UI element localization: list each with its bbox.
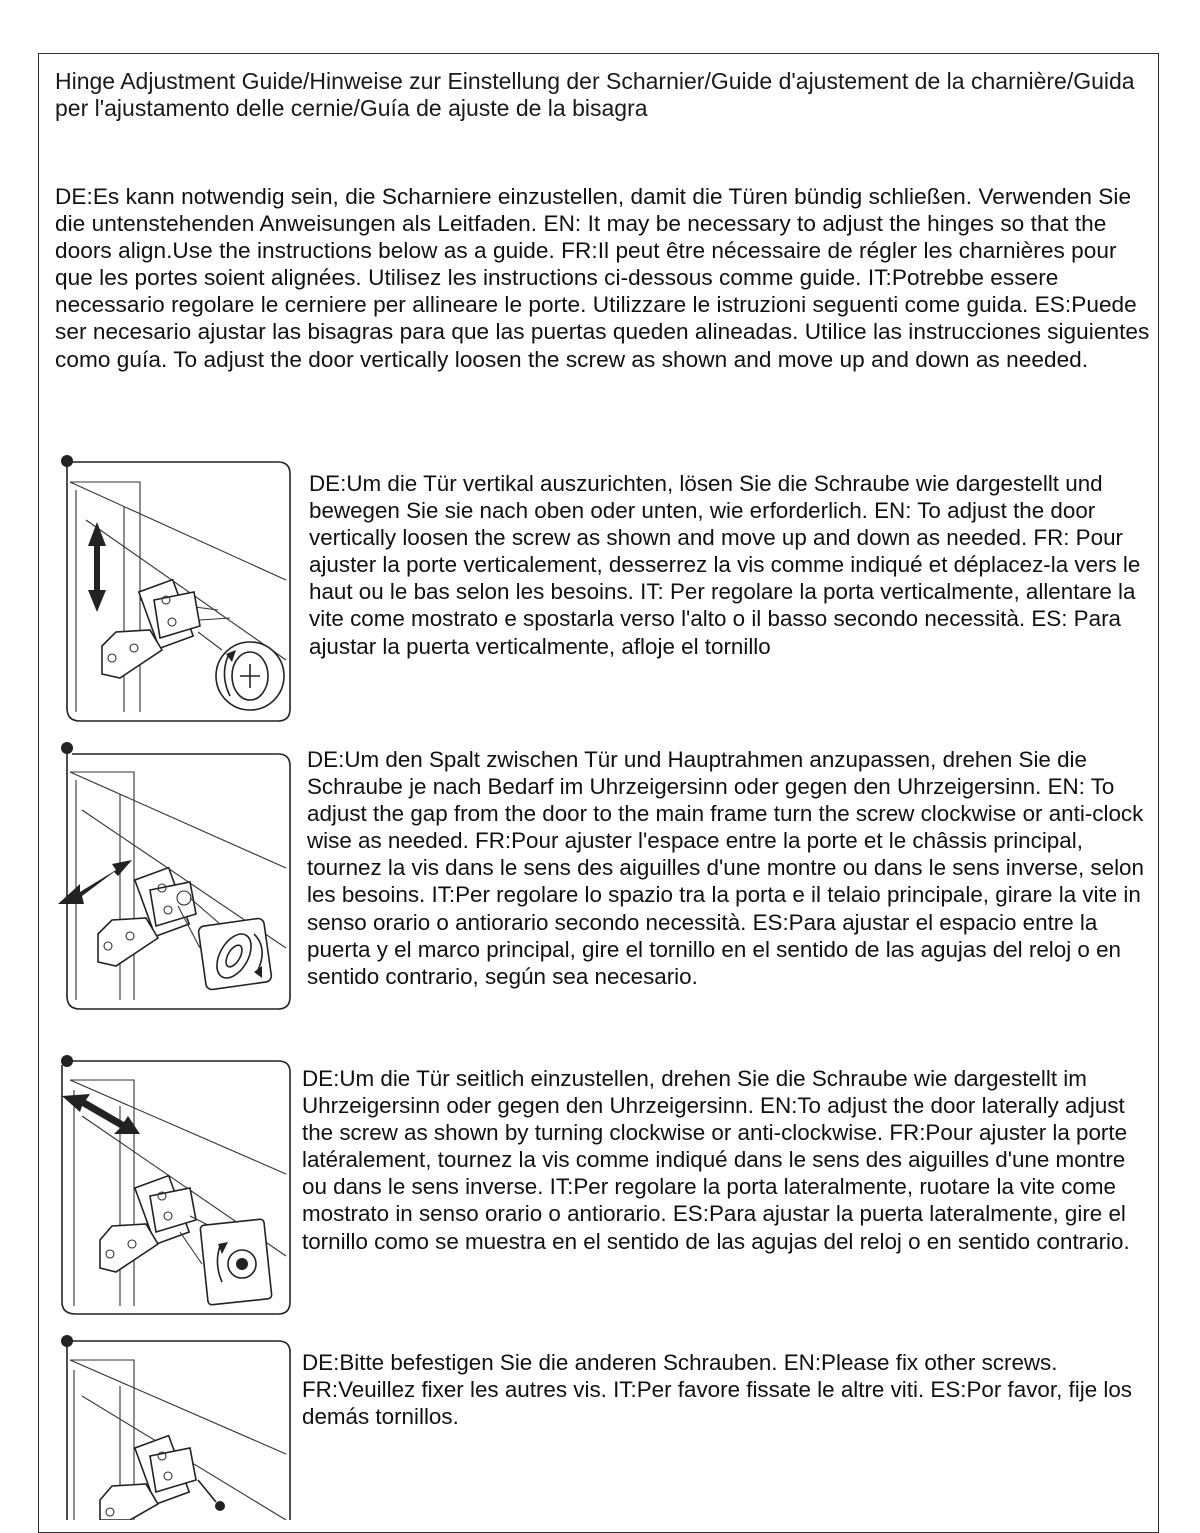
step-text-lateral: DE:Um die Tür seitlich einzustellen, drehen Sie die Schraube wie dargestellt im Uhrzeigersinn oder gegen den Uhrzeigersinn. EN:To adjust the door laterally adjust the screw as shown by turning clockwise or anti-clockwise. FR:Pour ajuster la porte latéralement, tournez la vis comme indiqué dans le sens des aiguilles d'une montre ou dans le sens inverse. IT:Per regolare la porta lateralmente, ruotare la vite come mostrato in senso orario o antiorario. ES:Para ajustar la puerta lateralmente, gire el tornillo como se muestra en el sentido de las agujas del reloj o en sentido contrario. xyxy=(302,1066,1130,1254)
hinge-lateral-adjust-icon xyxy=(50,1050,295,1320)
hinge-vertical-adjust-icon xyxy=(50,450,295,725)
hinge-gap-adjust-icon xyxy=(50,738,295,1018)
page-title: Hinge Adjustment Guide/Hinweise zur Einstellung der Scharnier/Guide d'ajustement de la charnière/Guida per l'ajustamento delle cernie/Guía de ajuste de la bisagra xyxy=(55,68,1135,121)
step-text-gap: DE:Um den Spalt zwischen Tür und Hauptrahmen anzupassen, drehen Sie die Schraube je nach Bedarf im Uhrzeigersinn oder gegen den Uhrzeigersinn. EN: To adjust the gap from the door to the main frame turn the screw clockwise or anti-clock wise as needed. FR:Pour ajuster l'espace entre la porte et le châssis principal, tournez la vis dans le sens des aiguilles d'une montre ou dans le sens inverse, selon les besoins. IT:Per regolare lo spazio tra la porta e il telaio principale, girare la vite in senso orario o antiorario secondo necessità. ES:Para ajustar el espacio entre la puerta y el marco principal, gire el tornillo en el sentido de las agujas del reloj o en sentido contrario, según sea necesario. xyxy=(307,747,1144,989)
step-text-vertical: DE:Um die Tür vertikal auszurichten, lösen Sie die Schraube wie dargestellt und bewegen Sie sie nach oben oder unten, wie erforderlich. EN: To adjust the door vertically loosen the screw as shown and move up and down as needed. FR: Pour ajuster la porte verticalement, desserrez la vis comme indiqué et déplacez-la vers le haut ou le bas selon les besoins. IT: Per regolare la porta verticalmente, allentare la vite come mostrato e spostarla verso l'alto o il basso secondo necessità. ES: Para ajustar la puerta verticalmente, afloje el tornillo xyxy=(309,471,1141,659)
step-text-fix-screws: DE:Bitte befestigen Sie die anderen Schrauben. EN:Please fix other screws. FR:Veuillez fixer les autres vis. IT:Per favore fissate le altre viti. ES:Por favor, fije los demás tornillos. xyxy=(302,1350,1133,1430)
intro-paragraph: DE:Es kann notwendig sein, die Scharniere einzustellen, damit die Türen bündig schließen. Verwenden Sie die untenstehenden Anweisungen als Leitfaden. EN: It may be necessary to adjust the hinges so that the doors align.Use the instructions below as a guide. FR:Il peut être nécessaire de régler les charnières pour que les portes soient alignées. Utilisez les instructions ci-dessous comme guide. IT:Potrebbe essere necessario regolare le cerniere per allineare le porte. Utilizzare le istruzioni seguenti come guida. ES:Puede ser necesario ajustar las bisagras para que las puertas queden alineadas. Utilice las instrucciones siguientes como guía. To adjust the door vertically loosen the screw as shown and move up and down as needed. xyxy=(55,184,1150,372)
hinge-fix-screws-icon xyxy=(50,1330,295,1520)
